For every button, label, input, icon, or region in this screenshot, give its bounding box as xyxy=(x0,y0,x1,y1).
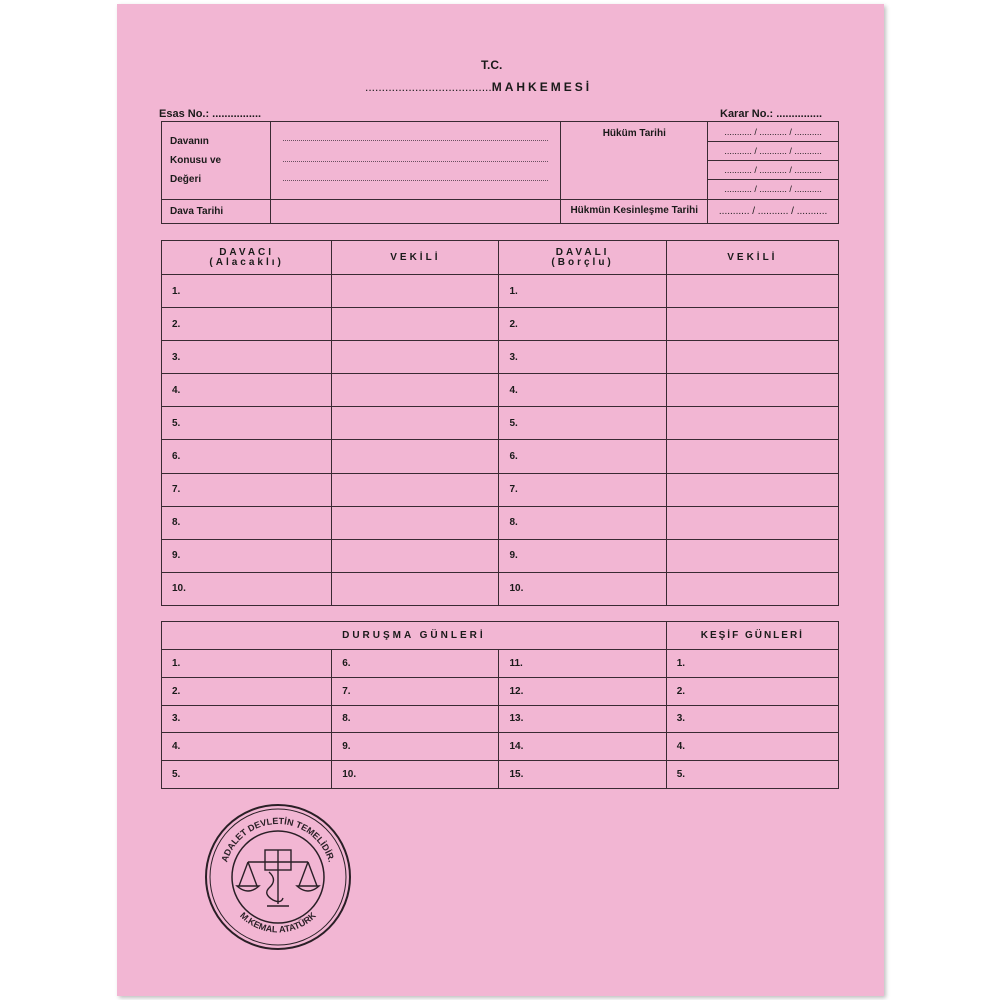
davaci-row-number[interactable]: 2. xyxy=(162,308,332,341)
durusma-day-cell[interactable]: 3. xyxy=(162,705,332,733)
davali-vekili-cell[interactable] xyxy=(666,506,838,539)
davaci-vekili-cell[interactable] xyxy=(332,374,499,407)
alacakli-subtitle: (Alacaklı) xyxy=(209,256,284,268)
case-subject-label-cell xyxy=(162,122,271,200)
case-info-table xyxy=(161,121,839,224)
case-subject-input[interactable] xyxy=(270,122,560,200)
durusma-day-cell[interactable]: 11. xyxy=(499,650,666,678)
court-name-line xyxy=(365,80,592,94)
davali-row-number[interactable]: 2. xyxy=(499,308,666,341)
durusma-day-cell[interactable]: 5. xyxy=(162,761,332,789)
davaci-vekili-cell[interactable] xyxy=(332,407,499,440)
durusma-day-cell[interactable]: 4. xyxy=(162,733,332,761)
durusma-day-cell[interactable]: 14. xyxy=(499,733,666,761)
justice-seal xyxy=(203,802,353,952)
durusma-day-cell[interactable]: 6. xyxy=(332,650,499,678)
party-row xyxy=(162,473,839,506)
dava-tarihi-input[interactable] xyxy=(270,199,560,223)
hukum-tarihi-dates xyxy=(708,122,839,200)
party-row xyxy=(162,440,839,473)
davali-vekili-header: VEKİLİ xyxy=(666,241,838,275)
seal-top-text: ADALET DEVLETİN TEMELİDİR. xyxy=(219,815,337,864)
party-row xyxy=(162,539,839,572)
hukum-date-1[interactable]: ........... / ........... / ........... xyxy=(708,123,838,142)
davali-vekili-cell[interactable] xyxy=(666,440,838,473)
hukum-tarihi-label: Hüküm Tarihi xyxy=(561,122,708,200)
seal-bottom-text: M.KEMAL ATATÜRK xyxy=(238,910,318,935)
durusma-day-cell[interactable]: 8. xyxy=(332,705,499,733)
hukum-date-2[interactable]: ........... / ........... / ........... xyxy=(708,142,838,161)
hearing-row xyxy=(162,733,839,761)
davaci-vekili-cell[interactable] xyxy=(332,275,499,308)
davaci-row-number[interactable]: 10. xyxy=(162,572,332,605)
party-row xyxy=(162,308,839,341)
esas-no-field[interactable]: Esas No.: ................ xyxy=(159,108,262,120)
davaci-title: DAVACI xyxy=(219,246,275,258)
kesif-day-cell[interactable]: 2. xyxy=(666,677,838,705)
republic-abbrev: T.C. xyxy=(481,58,503,72)
kesif-day-cell[interactable]: 3. xyxy=(666,705,838,733)
durusma-day-cell[interactable]: 7. xyxy=(332,677,499,705)
court-title: MAHKEMESİ xyxy=(491,80,593,94)
hearing-row xyxy=(162,761,839,789)
davali-vekili-cell[interactable] xyxy=(666,374,838,407)
hukum-date-4[interactable]: ........... / ........... / ........... xyxy=(724,183,822,194)
davali-row-number[interactable]: 4. xyxy=(499,374,666,407)
borclu-subtitle: (Borçlu) xyxy=(551,256,614,268)
davaci-row-number[interactable]: 8. xyxy=(162,506,332,539)
davali-header xyxy=(499,241,666,275)
davali-vekili-cell[interactable] xyxy=(666,473,838,506)
davali-row-number[interactable]: 5. xyxy=(499,407,666,440)
parties-table xyxy=(161,240,839,606)
davaci-vekili-cell[interactable] xyxy=(332,440,499,473)
davaci-row-number[interactable]: 5. xyxy=(162,407,332,440)
davaci-vekili-cell[interactable] xyxy=(332,341,499,374)
davali-vekili-cell[interactable] xyxy=(666,539,838,572)
karar-no-field[interactable]: Karar No.: ............... xyxy=(720,108,823,120)
party-row xyxy=(162,407,839,440)
davaci-vekili-cell[interactable] xyxy=(332,308,499,341)
davaci-row-number[interactable]: 3. xyxy=(162,341,332,374)
davali-vekili-cell[interactable] xyxy=(666,407,838,440)
party-row xyxy=(162,572,839,605)
davaci-vekili-cell[interactable] xyxy=(332,539,499,572)
hearing-row xyxy=(162,705,839,733)
hukum-date-3[interactable]: ........... / ........... / ........... xyxy=(708,161,838,180)
davaci-row-number[interactable]: 1. xyxy=(162,275,332,308)
kesinlesme-label: Hükmün Kesinleşme Tarihi xyxy=(561,199,708,223)
durusma-day-cell[interactable]: 12. xyxy=(499,677,666,705)
davaci-vekili-cell[interactable] xyxy=(332,506,499,539)
davali-vekili-cell[interactable] xyxy=(666,572,838,605)
kesinlesme-date[interactable]: ........... / ........... / ........... xyxy=(708,199,839,223)
davaci-row-number[interactable]: 4. xyxy=(162,374,332,407)
kesif-day-cell[interactable]: 1. xyxy=(666,650,838,678)
form-sheet xyxy=(117,4,884,996)
hearing-row xyxy=(162,677,839,705)
davaci-vekili-cell[interactable] xyxy=(332,473,499,506)
durusma-day-cell[interactable]: 15. xyxy=(499,761,666,789)
davali-vekili-cell[interactable] xyxy=(666,308,838,341)
hearing-days-table xyxy=(161,621,839,789)
party-row xyxy=(162,341,839,374)
party-row xyxy=(162,374,839,407)
davali-row-number[interactable]: 1. xyxy=(499,275,666,308)
davaci-row-number[interactable]: 9. xyxy=(162,539,332,572)
court-name-blank[interactable]: ...................................... xyxy=(365,80,492,94)
kesif-day-cell[interactable]: 5. xyxy=(666,761,838,789)
davaci-vekili-header: VEKİLİ xyxy=(332,241,499,275)
davali-row-number[interactable]: 9. xyxy=(499,539,666,572)
dava-tarihi-label: Dava Tarihi xyxy=(162,199,271,223)
davaci-header xyxy=(162,241,332,275)
davali-vekili-cell[interactable] xyxy=(666,275,838,308)
durusma-gunleri-header: DURUŞMA GÜNLERİ xyxy=(162,622,667,650)
davali-row-number[interactable]: 8. xyxy=(499,506,666,539)
durusma-day-cell[interactable]: 9. xyxy=(332,733,499,761)
party-row xyxy=(162,506,839,539)
davali-row-number[interactable]: 3. xyxy=(499,341,666,374)
davaci-row-number[interactable]: 7. xyxy=(162,473,332,506)
davanin-label: Davanın xyxy=(170,135,209,147)
davali-title: DAVALI xyxy=(555,246,610,258)
kesif-day-cell[interactable]: 4. xyxy=(666,733,838,761)
kesif-gunleri-header: KEŞİF GÜNLERİ xyxy=(666,622,838,650)
hearing-row xyxy=(162,650,839,678)
davali-row-number[interactable]: 10. xyxy=(499,572,666,605)
durusma-day-cell[interactable]: 1. xyxy=(162,650,332,678)
konusu-label: Konusu ve xyxy=(170,154,222,166)
davali-vekili-cell[interactable] xyxy=(666,341,838,374)
durusma-day-cell[interactable]: 13. xyxy=(499,705,666,733)
davali-row-number[interactable]: 7. xyxy=(499,473,666,506)
party-row xyxy=(162,275,839,308)
durusma-day-cell[interactable]: 2. xyxy=(162,677,332,705)
davaci-row-number[interactable]: 6. xyxy=(162,440,332,473)
davaci-vekili-cell[interactable] xyxy=(332,572,499,605)
scales-of-justice-icon xyxy=(237,850,319,906)
durusma-day-cell[interactable]: 10. xyxy=(332,761,499,789)
davali-row-number[interactable]: 6. xyxy=(499,440,666,473)
degeri-label: Değeri xyxy=(170,173,202,185)
